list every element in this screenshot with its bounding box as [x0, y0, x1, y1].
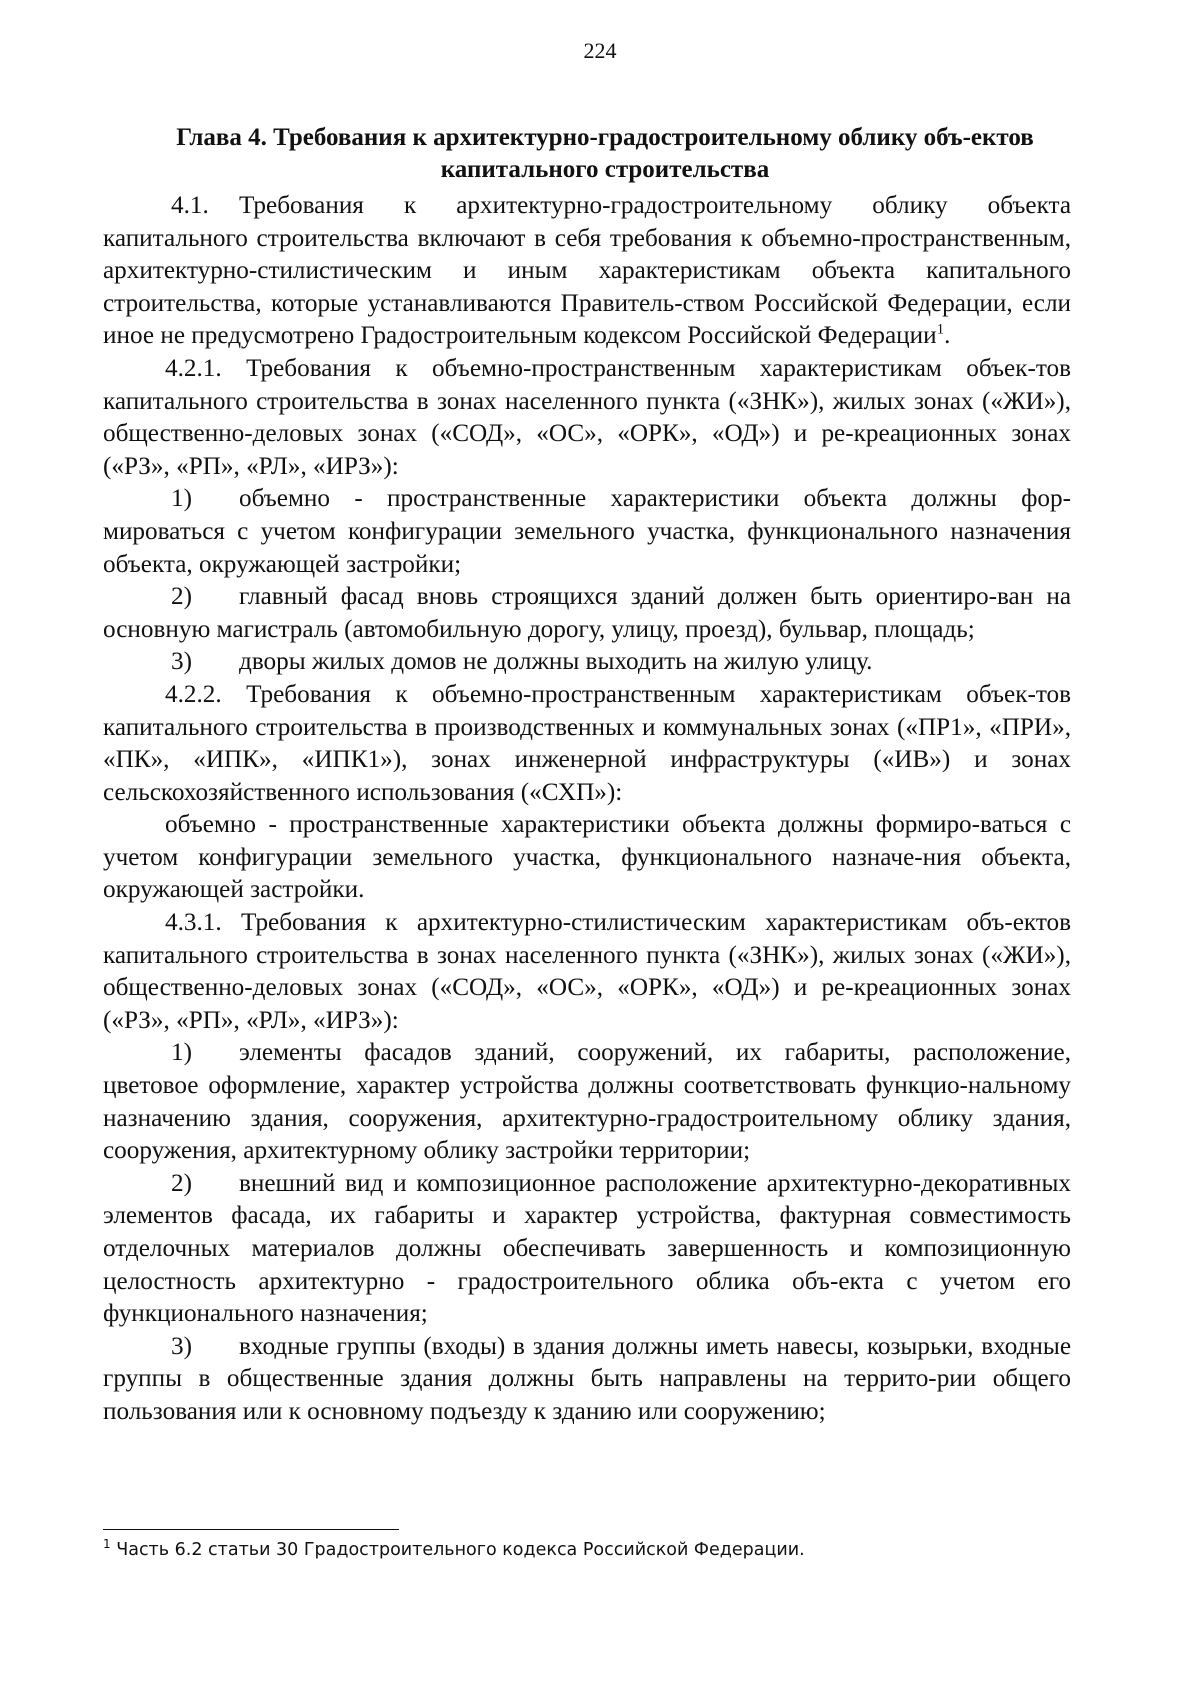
footnote-text: Часть 6.2 статьи 30 Градостроительного кодекса Российской Федерации.: [116, 1540, 805, 1560]
list-item: [103, 646, 1071, 679]
footnote-separator: [103, 1529, 399, 1530]
list-item: [103, 1331, 1071, 1429]
footnote-reference: 1: [936, 321, 945, 338]
list-item-text: входные группы (входы) в здания должны иметь навесы, козырьки, входные группы в общественные здания должны быть направлены на террито-рии общего пользования или к основному подъезду к зданию или сооружению;: [103, 1332, 1071, 1425]
list-item-number: 1): [171, 485, 192, 513]
paragraph-text: Требования к архитектурно-градостроительному облику объекта капитального строительства включают в себя требования к объемно-пространственным, архитектурно-стилистическим и иным характеристикам объекта капитального строительства, которые устанавливаются Правитель-ством Российской Федерации, если иное не предусмотрено Градостроительным кодексом Российской Федерации: [103, 192, 1071, 350]
list-item: [103, 1037, 1071, 1167]
body-text: [103, 190, 1071, 1429]
list-item-text: объемно - пространственные характеристики объекта должны фор-мироваться с учетом конфигурации земельного участка, функционального назначения объекта, окружающей застройки;: [103, 485, 1071, 578]
paragraph-text: 4.3.1. Требования к архитектурно-стилистическим характеристикам объ-ектов капитального строительства в зонах населенного пункта («ЗНК»), жилых зонах («ЖИ»), общественно-деловых зонах («СОД», «ОС», «ОРК», «ОД») и ре-креационных зонах («РЗ», «РП», «РЛ», «ИРЗ»):: [103, 909, 1071, 1034]
list-item-number: 3): [171, 1332, 192, 1360]
footnote: [103, 1538, 1073, 1562]
list-item: [103, 1168, 1071, 1331]
paragraph-text: 4.2.1. Требования к объемно-пространственным характеристикам объек-тов капитального строительства в зонах населенного пункта («ЗНК»), жилых зонах («ЖИ»), общественно-деловых зонах («СОД», «ОС», «ОРК», «ОД») и ре-креационных зонах («РЗ», «РП», «РЛ», «ИРЗ»):: [103, 354, 1071, 480]
list-item: [103, 581, 1071, 646]
list-item-number: 1): [171, 1039, 192, 1067]
paragraph-4-1: [103, 190, 1071, 353]
paragraph-text: объемно - пространственные характеристики объекта должны формиро-ваться с учетом конфигурации земельного участка, функционального назначе-ния объекта, окружающей застройки.: [103, 811, 1071, 904]
list-item-text: элементы фасадов зданий, сооружений, их габариты, расположение, цветовое оформление, характер устройства должны соответствовать функцио-нальному назначению здания, сооружения, архитектурно-градостроительному облику здания, сооружения, архитектурному облику застройки территории;: [103, 1039, 1071, 1165]
paragraph-tail: .: [944, 322, 951, 350]
list-item-number: 2): [171, 1169, 192, 1197]
paragraph-number: 4.1.: [171, 192, 209, 219]
paragraph-plain: [103, 809, 1071, 907]
list-item-number: 2): [171, 583, 192, 611]
paragraph-4-2-2: [103, 679, 1071, 809]
paragraph-4-3-1: [103, 907, 1071, 1037]
page-number: 224: [583, 38, 617, 63]
list-item-text: главный фасад вновь строящихся зданий должен быть ориентиро-ван на основную магистраль (автомобильную дорогу, улицу, проезд), бульвар, площадь;: [103, 583, 1071, 643]
chapter-title: Глава 4. Требования к архитектурно-градостроительному облику объ-ектов капитального строительства: [176, 124, 1034, 183]
paragraph-text: 4.2.2. Требования к объемно-пространственным характеристикам объек-тов капитального строительства в производственных и коммунальных зонах («ПР1», «ПРИ», «ПК», «ИПК», «ИПК1»), зонах инженерной инфраструктуры («ИВ») и зонах сельскохозяйственного использования («СХП»):: [103, 680, 1071, 806]
list-item-text: внешний вид и композиционное расположение архитектурно-декоративных элементов фасада, их габариты и характер устройства, фактурная совместимость отделочных материалов должны обеспечивать завершенность и композиционную целостность архитектурно - градостроительного облика объ-екта с учетом его функционального назначения;: [103, 1169, 1071, 1328]
paragraph-4-2-1: [103, 353, 1071, 483]
footnote-marker: 1: [103, 1537, 111, 1552]
list-item-text: дворы жилых домов не должны выходить на жилую улицу.: [239, 648, 873, 676]
list-item: [103, 483, 1071, 581]
list-item-number: 3): [171, 648, 192, 676]
